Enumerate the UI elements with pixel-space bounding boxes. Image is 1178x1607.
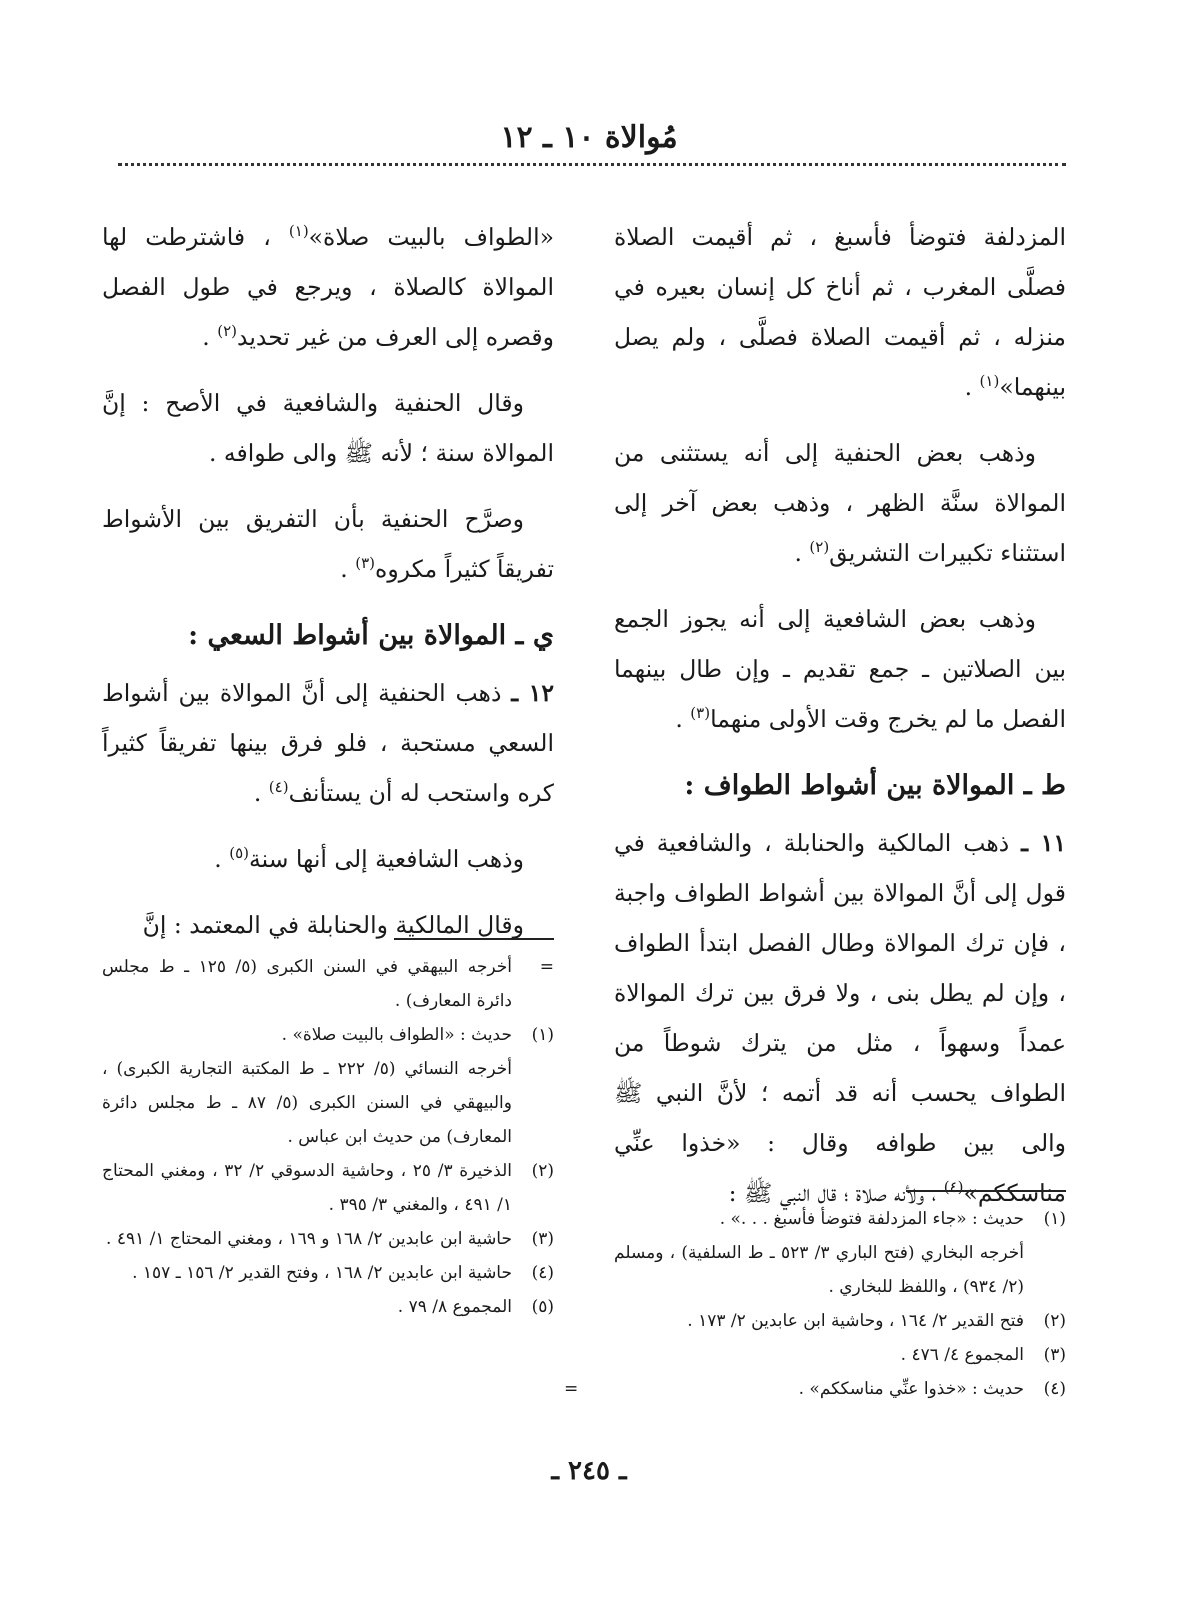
left-paragraph-5: وذهب الشافعية إلى أنها سنة$^{(٥)}$ . <box>214 844 524 873</box>
footnote-4: (٤) حديث : «خذوا عنِّي مناسككم» . = <box>614 1372 1066 1406</box>
footnote-ref: (٢) <box>809 538 830 557</box>
left-paragraph-2: وقال الحنفية والشافعية في الأصح : إنَّ الموالاة سنة ؛ لأنه ﷺ والى طوافه . <box>102 389 554 467</box>
footnote-ref: (٤) <box>943 1178 964 1197</box>
page-number: ـ ٢٤٥ ـ <box>551 1456 627 1486</box>
footnote-1-source: أخرجه النسائي (٥/ ٢٢٢ ـ ط المكتبة التجارية الكبرى) ، والبيهقي في السنن الكبرى (٥/ ٨٧ ـ ط مجلس دائرة المعارف) من حديث ابن عباس . <box>102 1059 512 1147</box>
footnote-5: (٥) المجموع ٨/ ٧٩ . <box>397 1297 554 1317</box>
left-paragraph-1: «الطواف بالبيت صلاة»$^{(١)}$ ، فاشترطت لها الموالاة كالصلاة ، ويرجع في طول الفصل وقصره إلى العرف من غير تحديد$^{(٢)}$ . <box>102 222 554 351</box>
left-column <box>102 212 554 966</box>
header-dotted-rule <box>118 163 1066 166</box>
footnote-continuation: = أخرجه البيهقي في السنن الكبرى (٥/ ١٢٥ ـ ط مجلس دائرة المعارف) . <box>102 950 554 1018</box>
footnote-3: (٣) حاشية ابن عابدين ٢/ ١٦٨ و ١٦٩ ، ومغني المحتاج ١/ ٤٩١ . <box>106 1229 554 1249</box>
footnote-ref: (١) <box>288 222 309 241</box>
continuation-mark: = <box>539 957 554 977</box>
footnote-ref: (٣) <box>690 704 711 723</box>
right-column <box>614 212 1066 1234</box>
left-paragraph-6: وقال المالكية والحنابلة في المعتمد : إنَّ <box>142 911 524 939</box>
right-paragraph-3: وذهب بعض الشافعية إلى أنه يجوز الجمع بين الصلاتين ـ جمع تقديم ـ وإن طال بينهما الفصل ما لم يخرج وقت الأولى منهما$^{(٣)}$ . <box>614 605 1066 733</box>
footnote-ref: (٥) <box>229 844 250 863</box>
section-heading-sai: ي ـ الموالاة بين أشواط السعي : <box>188 620 554 651</box>
footnote-ref: (١) <box>979 372 1000 391</box>
footnote-2: (٢) الذخيرة ٣/ ٢٥ ، وحاشية الدسوقي ٢/ ٣٢ ، ومغني المحتاج ١/ ٤٩١ ، والمغني ٣/ ٣٩٥ . <box>102 1161 554 1215</box>
footnote-1-source: أخرجه البخاري (فتح الباري ٣/ ٥٢٣ ـ ط السلفية) ، ومسلم (٢/ ٩٣٤) ، واللفظ للبخاري . <box>614 1243 1024 1297</box>
footnote-3: (٣) المجموع ٤/ ٤٧٦ . <box>900 1345 1066 1365</box>
footnote-1: (١) حديث : «جاء المزدلفة فتوضأ فأسبغ . . .» . <box>719 1209 1066 1229</box>
footnote-ref: (٢) <box>217 322 238 341</box>
left-paragraph-4: ١٢ ـ ذهب الحنفية إلى أنَّ الموالاة بين أشواط السعي مستحبة ، فلو فرق بينها تفريقاً كثيراً كره واستحب له أن يستأنف$^{(٤)}$ . <box>102 679 554 807</box>
footnote-4: (٤) حاشية ابن عابدين ٢/ ١٦٨ ، وفتح القدير ٢/ ١٥٦ ـ ١٥٧ . <box>132 1263 554 1283</box>
footnotes-right <box>564 1190 1066 1406</box>
page-header-title: مُوالاة ١٠ ـ ١٢ <box>500 120 678 155</box>
footnote-rule <box>906 1190 1066 1192</box>
footnote-1: (١) حديث : «الطواف بالبيت صلاة» . <box>281 1025 554 1045</box>
section-heading-tawaf: ط ـ الموالاة بين أشواط الطواف : <box>684 770 1066 801</box>
paragraph-number: ١٢ ـ <box>511 679 554 707</box>
right-paragraph-2: وذهب بعض الحنفية إلى أنه يستثنى من الموالاة سنَّة الظهر ، وذهب بعض آخر إلى استثناء تكبيرات التشريق$^{(٢)}$ . <box>614 439 1066 567</box>
footnote-rule <box>394 938 554 940</box>
footnote-ref: (٣) <box>355 554 376 573</box>
right-paragraph-4: ١١ ـ ذهب المالكية والحنابلة ، والشافعية في قول إلى أنَّ الموالاة بين أشواط الطواف واجبة ، فإن ترك الموالاة وطال الفصل ابتدأ الطواف ، وإن لم يطل بنى ، ولا فرق بين ترك الموالاة عمداً وسهواً ، مثل من يترك شوطاً من الطواف يحسب أنه قد أتمه ؛ لأنَّ النبي ﷺ والى بين طوافه وقال : «خذوا عنِّي مناسككم»$^{(٤)}$ ، ولأنه صلاة ؛ قال النبي ﷺ : <box>614 829 1066 1207</box>
paragraph-number: ١١ ـ <box>1021 829 1066 857</box>
footnote-ref: (٤) <box>268 778 289 797</box>
footnote-2: (٢) فتح القدير ٢/ ١٦٤ ، وحاشية ابن عابدين ٢/ ١٧٣ . <box>687 1311 1066 1331</box>
right-paragraph-1: المزدلفة فتوضأ فأسبغ ، ثم أقيمت الصلاة فصلَّى المغرب ، ثم أناخ كل إنسان بعيره في منزله ، ثم أقيمت الصلاة فصلَّى ، ولم يصل بينهما»$^{(١)}$ . <box>614 223 1066 401</box>
left-paragraph-3: وصرَّح الحنفية بأن التفريق بين الأشواط تفريقاً كثيراً مكروه$^{(٣)}$ . <box>102 505 554 583</box>
continuation-mark: = <box>564 1379 579 1399</box>
footnotes-left <box>102 938 554 1324</box>
